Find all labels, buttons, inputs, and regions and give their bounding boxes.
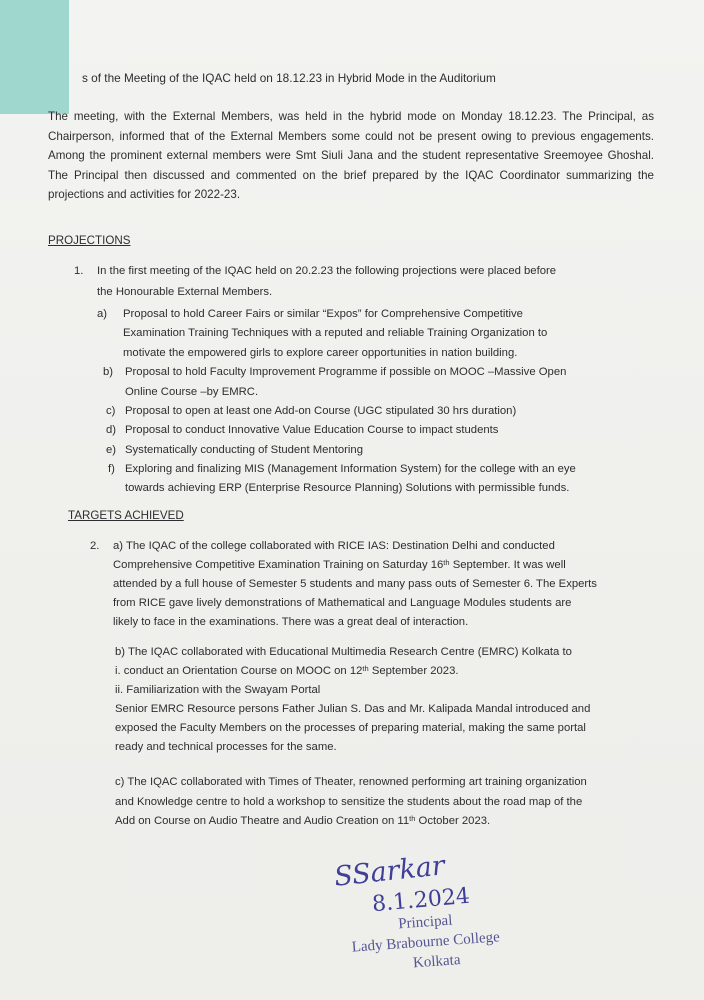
item-d-marker: d) bbox=[106, 424, 117, 436]
item-a-line1: Proposal to hold Career Fairs or similar “Expos” for Comprehensive Competitive bbox=[123, 308, 523, 320]
sticky-note bbox=[0, 0, 69, 114]
target-a-line5: likely to face in the examinations. There was a great deal of interaction. bbox=[113, 616, 469, 628]
projection-number: 1. bbox=[74, 265, 84, 277]
target-b-line1: b) The IQAC collaborated with Educational Multimedia Research Centre (EMRC) Kolkata to bbox=[115, 646, 572, 658]
item-b-line2: Online Course –by EMRC. bbox=[125, 386, 259, 398]
targets-heading: TARGETS ACHIEVED bbox=[68, 509, 184, 522]
item-f-line2: towards achieving ERP (Enterprise Resource Planning) Solutions with permissible funds. bbox=[125, 482, 570, 494]
item-a-line3: motivate the empowered girls to explore career opportunities in nation building. bbox=[123, 347, 518, 359]
item-b-marker: b) bbox=[103, 366, 114, 378]
target-a-line2-text: Comprehensive Competitive Examination Training on Saturday 16 bbox=[113, 559, 444, 571]
signature-date: 8.1.2024 bbox=[371, 883, 471, 918]
item-d-line1: Proposal to conduct Innovative Value Education Course to impact students bbox=[125, 424, 499, 436]
item-f-marker: f) bbox=[108, 463, 115, 475]
stamp-line1: Principal bbox=[397, 912, 453, 933]
stamp-line2: Lady Brabourne College bbox=[351, 929, 501, 956]
target-b-line5: exposed the Faculty Members on the processes of preparing material, making the same portal bbox=[115, 722, 586, 734]
target-a-line2-tail: September. It was well bbox=[449, 559, 566, 571]
target-c-line3-text: Add on Course on Audio Theatre and Audio Creation on 11 bbox=[115, 815, 410, 827]
projection-text-line1: In the first meeting of the IQAC held on 20.2.23 the following projections were placed before bbox=[97, 265, 557, 277]
target-c-line2: and Knowledge centre to hold a workshop to sensitize the students about the road map of the bbox=[115, 796, 583, 808]
target-c-line1: c) The IQAC collaborated with Times of Theater, renowned performing art training organization bbox=[115, 776, 587, 788]
item-a-marker: a) bbox=[97, 308, 108, 320]
superscript: th bbox=[362, 664, 369, 673]
item-a-line2: Examination Training Techniques with a reputed and reliable Training Organization to bbox=[123, 327, 548, 339]
principal-stamp bbox=[350, 905, 544, 988]
target-c-line3 bbox=[115, 812, 490, 831]
stamp-line3: Kolkata bbox=[412, 952, 461, 972]
projection-text-line2: the Honourable External Members. bbox=[97, 286, 273, 298]
target-b-line2-tail: September 2023. bbox=[368, 665, 459, 677]
target-b-line6: ready and technical processes for the same. bbox=[115, 741, 337, 753]
item-b-line1: Proposal to hold Faculty Improvement Programme if possible on MOOC –Massive Open bbox=[125, 366, 567, 378]
item-e-line1: Systematically conducting of Student Mentoring bbox=[125, 444, 363, 456]
target-a-line1: a) The IQAC of the college collaborated with RICE IAS: Destination Delhi and conducted bbox=[113, 540, 555, 552]
handwritten-signature: SSarkar bbox=[332, 850, 447, 893]
item-f-line1: Exploring and finalizing MIS (Management Information System) for the college with an eye bbox=[125, 463, 576, 475]
item-c-line1: Proposal to open at least one Add-on Course (UGC stipulated 30 hrs duration) bbox=[125, 405, 517, 417]
intro-paragraph: The meeting, with the External Members, was held in the hybrid mode on Monday 18.12.23. The Principal, as Chairperson, informed that of the External Members some could not be present owing to previous engagements. Among the prominent external members were Smt Siuli Jana and the student representative Sreemoyee Ghoshal. The Principal then discussed and commented on the brief prepared by the IQAC Coordinator summarizing the projections and activities for 2022-23. bbox=[48, 110, 654, 201]
target-a-line3: attended by a full house of Semester 5 students and many pass outs of Semester 6. The Experts bbox=[113, 578, 597, 590]
target-b-line2-text: i. conduct an Orientation Course on MOOC on 12 bbox=[115, 665, 363, 677]
superscript: th bbox=[443, 558, 450, 567]
superscript: th bbox=[409, 814, 416, 823]
target-a-line2 bbox=[113, 556, 566, 575]
target-number: 2. bbox=[90, 540, 100, 552]
target-c-line3-tail: October 2023. bbox=[415, 815, 491, 827]
document-title: s of the Meeting of the IQAC held on 18.12.23 in Hybrid Mode in the Auditorium bbox=[82, 71, 496, 85]
target-a-line4: from RICE gave lively demonstrations of Mathematical and Language Modules students are bbox=[113, 597, 572, 609]
target-b-line4: Senior EMRC Resource persons Father Julian S. Das and Mr. Kalipada Mandal introduced and bbox=[115, 703, 591, 715]
projections-heading: PROJECTIONS bbox=[48, 234, 131, 247]
item-c-marker: c) bbox=[106, 405, 116, 417]
item-e-marker: e) bbox=[106, 444, 117, 456]
target-b-line2 bbox=[115, 662, 459, 681]
target-b-line3: ii. Familiarization with the Swayam Portal bbox=[115, 684, 321, 696]
